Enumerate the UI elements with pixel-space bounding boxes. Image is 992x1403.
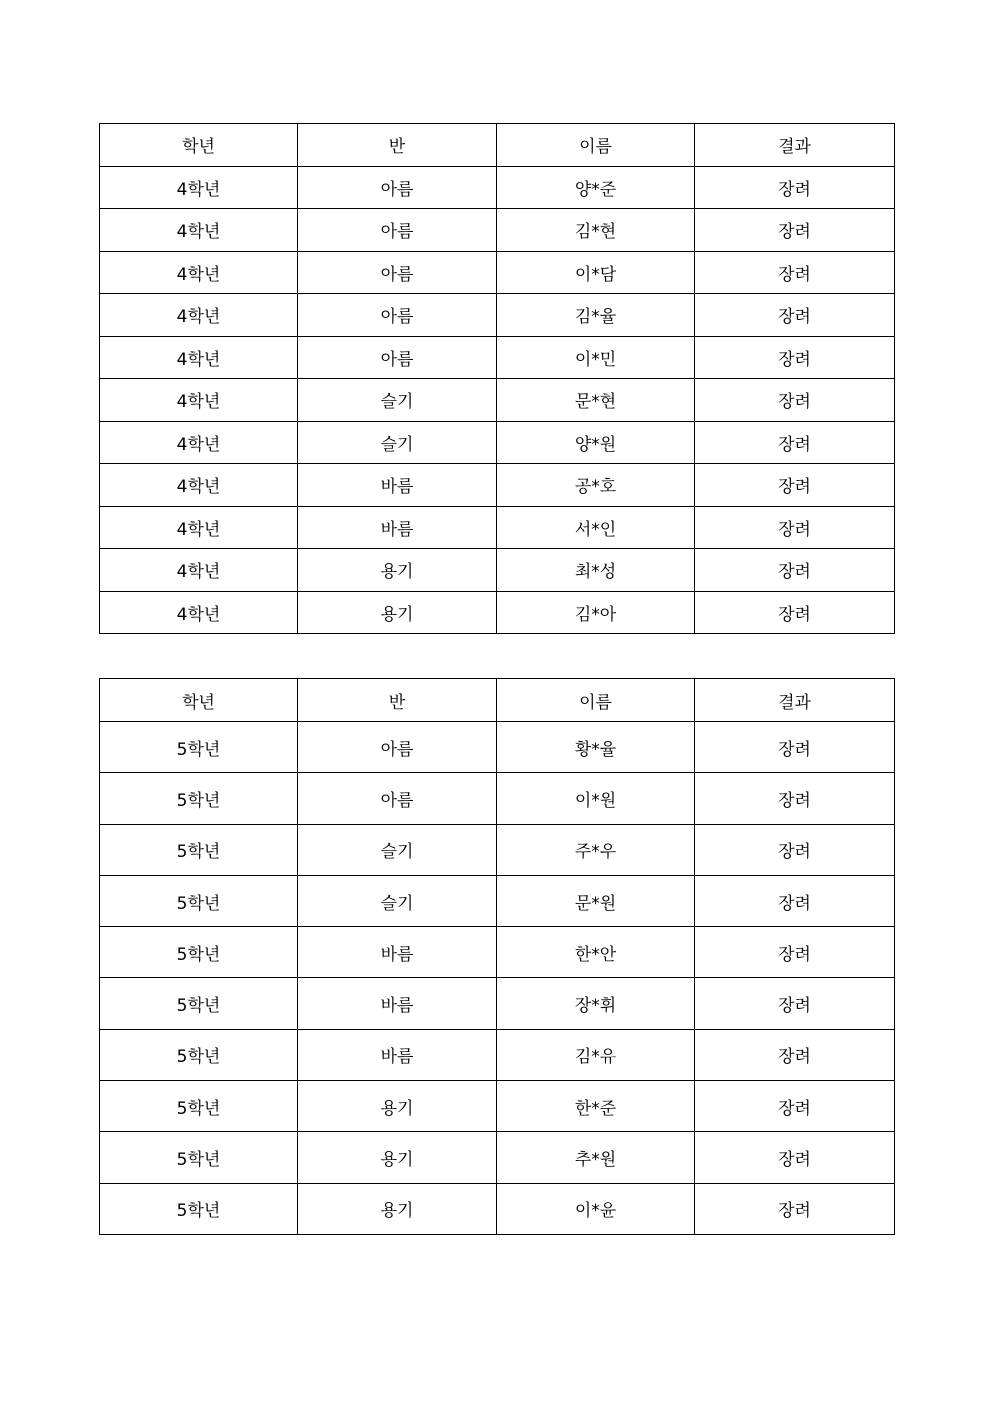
cell-class: 슬기 — [298, 824, 497, 875]
cell-name: 황*율 — [497, 722, 695, 773]
table-row — [100, 773, 895, 824]
cell-grade: 4학년 — [100, 379, 298, 422]
cell-class: 용기 — [298, 1081, 497, 1132]
cell-class: 아름 — [298, 209, 497, 252]
cell-result: 장려 — [695, 1081, 895, 1132]
cell-name: 김*현 — [497, 209, 695, 252]
table-row — [100, 875, 895, 926]
table-row — [100, 591, 895, 634]
cell-grade: 4학년 — [100, 294, 298, 337]
header-class: 반 — [298, 679, 497, 722]
cell-class: 용기 — [298, 549, 497, 592]
table-header-row — [100, 679, 895, 722]
cell-result: 장려 — [695, 875, 895, 926]
header-name: 이름 — [497, 679, 695, 722]
cell-result: 장려 — [695, 294, 895, 337]
table-row — [100, 1183, 895, 1234]
table-row — [100, 927, 895, 978]
cell-class: 슬기 — [298, 421, 497, 464]
cell-class: 바름 — [298, 1029, 497, 1080]
cell-result: 장려 — [695, 336, 895, 379]
table-row — [100, 824, 895, 875]
table-row — [100, 978, 895, 1029]
cell-name: 최*성 — [497, 549, 695, 592]
table-body — [100, 166, 895, 634]
cell-result: 장려 — [695, 1132, 895, 1183]
header-class: 반 — [298, 124, 497, 167]
table-row — [100, 166, 895, 209]
cell-name: 공*호 — [497, 464, 695, 507]
cell-result: 장려 — [695, 379, 895, 422]
cell-name: 문*현 — [497, 379, 695, 422]
cell-class: 바름 — [298, 464, 497, 507]
cell-grade: 4학년 — [100, 464, 298, 507]
table-row — [100, 549, 895, 592]
cell-name: 양*준 — [497, 166, 695, 209]
table-row — [100, 336, 895, 379]
cell-result: 장려 — [695, 166, 895, 209]
header-grade: 학년 — [100, 124, 298, 167]
cell-class: 바름 — [298, 978, 497, 1029]
cell-name: 서*인 — [497, 506, 695, 549]
cell-result: 장려 — [695, 927, 895, 978]
cell-class: 용기 — [298, 591, 497, 634]
cell-grade: 5학년 — [100, 1183, 298, 1234]
cell-name: 한*안 — [497, 927, 695, 978]
cell-name: 이*원 — [497, 773, 695, 824]
table-row — [100, 421, 895, 464]
cell-result: 장려 — [695, 591, 895, 634]
cell-result: 장려 — [695, 464, 895, 507]
cell-class: 아름 — [298, 722, 497, 773]
cell-grade: 4학년 — [100, 506, 298, 549]
cell-grade: 5학년 — [100, 1081, 298, 1132]
cell-grade: 4학년 — [100, 166, 298, 209]
cell-grade: 5학년 — [100, 722, 298, 773]
cell-grade: 4학년 — [100, 421, 298, 464]
cell-name: 양*원 — [497, 421, 695, 464]
table-row — [100, 722, 895, 773]
cell-class: 아름 — [298, 251, 497, 294]
cell-grade: 4학년 — [100, 549, 298, 592]
cell-name: 추*원 — [497, 1132, 695, 1183]
cell-result: 장려 — [695, 824, 895, 875]
cell-name: 주*우 — [497, 824, 695, 875]
cell-result: 장려 — [695, 773, 895, 824]
table-body — [100, 722, 895, 1235]
cell-result: 장려 — [695, 1029, 895, 1080]
cell-name: 이*윤 — [497, 1183, 695, 1234]
grade5-award-table — [99, 678, 895, 1235]
cell-class: 바름 — [298, 927, 497, 978]
header-name: 이름 — [497, 124, 695, 167]
cell-name: 한*준 — [497, 1081, 695, 1132]
table-row — [100, 1029, 895, 1080]
cell-result: 장려 — [695, 506, 895, 549]
cell-grade: 5학년 — [100, 978, 298, 1029]
cell-name: 이*담 — [497, 251, 695, 294]
cell-name: 김*유 — [497, 1029, 695, 1080]
cell-name: 문*원 — [497, 875, 695, 926]
cell-name: 이*민 — [497, 336, 695, 379]
cell-result: 장려 — [695, 978, 895, 1029]
cell-grade: 5학년 — [100, 875, 298, 926]
table-header-row — [100, 124, 895, 167]
cell-name: 김*율 — [497, 294, 695, 337]
cell-class: 용기 — [298, 1132, 497, 1183]
table-row — [100, 294, 895, 337]
cell-result: 장려 — [695, 209, 895, 252]
header-result: 결과 — [695, 124, 895, 167]
cell-grade: 5학년 — [100, 824, 298, 875]
table-row — [100, 379, 895, 422]
table-row — [100, 1081, 895, 1132]
grade4-award-table — [99, 123, 895, 634]
table-row — [100, 251, 895, 294]
table-row — [100, 464, 895, 507]
cell-grade: 5학년 — [100, 1029, 298, 1080]
cell-result: 장려 — [695, 1183, 895, 1234]
cell-class: 아름 — [298, 773, 497, 824]
header-result: 결과 — [695, 679, 895, 722]
table-row — [100, 209, 895, 252]
cell-result: 장려 — [695, 722, 895, 773]
table-row — [100, 1132, 895, 1183]
table-row — [100, 506, 895, 549]
cell-grade: 4학년 — [100, 251, 298, 294]
cell-class: 아름 — [298, 166, 497, 209]
cell-class: 아름 — [298, 336, 497, 379]
cell-class: 용기 — [298, 1183, 497, 1234]
cell-class: 바름 — [298, 506, 497, 549]
cell-result: 장려 — [695, 251, 895, 294]
cell-result: 장려 — [695, 549, 895, 592]
cell-grade: 5학년 — [100, 927, 298, 978]
cell-class: 슬기 — [298, 875, 497, 926]
cell-name: 장*휘 — [497, 978, 695, 1029]
header-grade: 학년 — [100, 679, 298, 722]
cell-class: 아름 — [298, 294, 497, 337]
cell-grade: 4학년 — [100, 336, 298, 379]
cell-grade: 4학년 — [100, 209, 298, 252]
cell-grade: 5학년 — [100, 773, 298, 824]
cell-grade: 4학년 — [100, 591, 298, 634]
cell-class: 슬기 — [298, 379, 497, 422]
cell-name: 김*아 — [497, 591, 695, 634]
cell-grade: 5학년 — [100, 1132, 298, 1183]
cell-result: 장려 — [695, 421, 895, 464]
